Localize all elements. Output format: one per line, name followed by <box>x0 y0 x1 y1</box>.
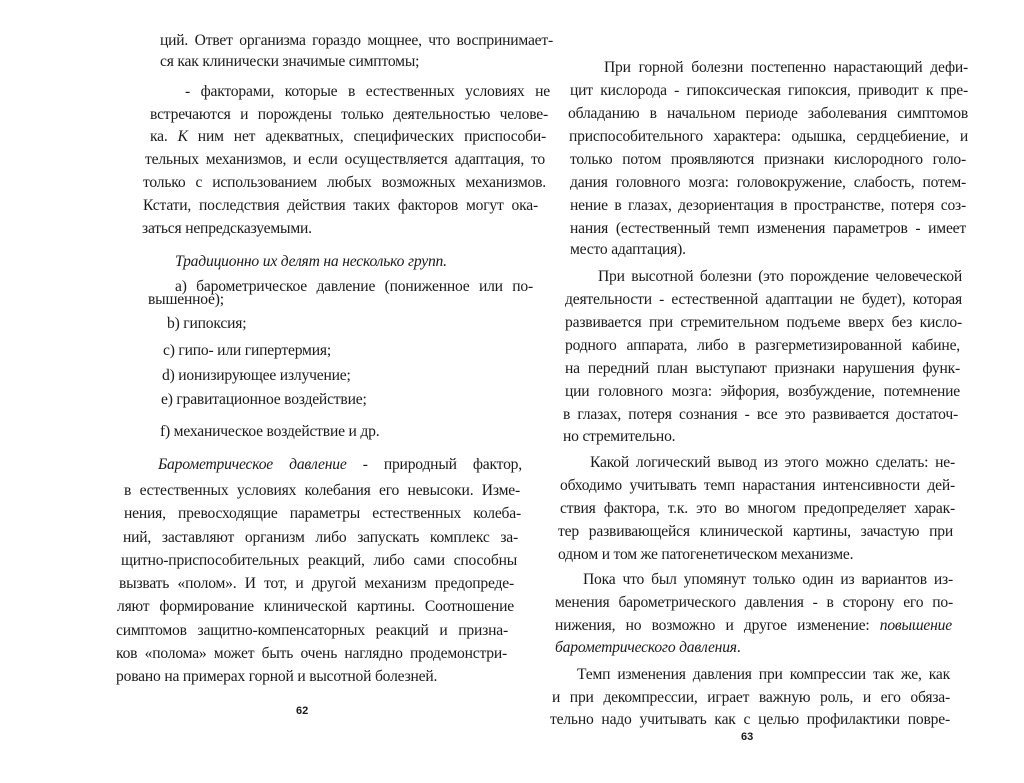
text-line <box>590 453 955 473</box>
text: ции головного мозга: эйфория, возбуждение, потемнение <box>565 383 960 400</box>
text-line <box>158 455 522 475</box>
text-line <box>555 593 953 613</box>
text-line <box>162 366 351 386</box>
text: тер развивающейся клинической картины, зачастую при <box>558 523 953 540</box>
text: При высотной болезни (это порождение человеческой <box>598 268 962 285</box>
text-line <box>123 528 518 548</box>
text: нение в глазах, дезориентация в пространстве, потеря соз- <box>570 197 966 214</box>
text: ний, заставляют организм либо запускать комплекс за- <box>123 529 518 546</box>
text-line <box>598 267 962 287</box>
text-line <box>552 688 950 708</box>
text-line <box>150 105 548 125</box>
text: симптомов защитно-компенсаторных реакций и призна- <box>116 622 508 639</box>
text: Какой логический вывод из этого можно сделать: не- <box>590 454 955 471</box>
text: вызвать «полом». И тот, и другой механизм предопреде- <box>119 575 514 592</box>
text-line <box>560 476 955 496</box>
text: менения барометрического давления - в сторону его по- <box>555 594 953 611</box>
text: Темп изменения давления при компрессии так же, как <box>577 666 950 683</box>
text: родного аппарата, либо в разгерметизированной кабине, <box>565 337 960 354</box>
text-line <box>142 219 312 239</box>
text-line <box>160 52 419 72</box>
text: и при декомпрессии, играет важную роль, и его обяза- <box>552 689 950 706</box>
text: Кстати, последствия действия таких факторов могут ока- <box>143 197 538 214</box>
text-line <box>570 173 966 193</box>
text: ляют формирование клинической картины. Соотношение <box>117 598 514 615</box>
text: При горной болезни постепенно нарастающий дефи- <box>604 59 968 76</box>
italic-text: К <box>177 128 188 145</box>
text: встречаются и порождены только деятельностью челове- <box>150 106 548 123</box>
text: b) гипоксия; <box>167 315 247 332</box>
right-page <box>540 0 1024 783</box>
text: в глазах, потеря сознания - все это развивается достаточ- <box>563 406 958 423</box>
text: - природный фактор, <box>346 456 522 473</box>
text-line <box>563 405 958 425</box>
text: нения, превосходящие параметры естественных колеба- <box>124 505 521 522</box>
text-line <box>570 81 968 101</box>
text: заться непредсказуемыми. <box>142 220 312 237</box>
text-line <box>143 196 538 216</box>
text-line <box>116 621 508 641</box>
text: цит кислорода - гипоксическая гипоксия, приводит к пре- <box>570 82 968 99</box>
text: ций. Ответ организма гораздо мощнее, что воспринимает- <box>160 32 553 49</box>
text-line <box>124 504 521 524</box>
text: е) гравитационное воздействие; <box>161 391 367 408</box>
italic-text: Барометрическое давление <box>158 456 347 473</box>
text-line <box>570 219 966 239</box>
text: . <box>736 639 741 656</box>
text-line <box>563 427 675 447</box>
text-line <box>175 277 533 297</box>
text-line <box>570 240 686 260</box>
text: на передний план выступают признаки нарушения функ- <box>565 360 960 377</box>
text: только потом проявляются признаки кислородного голо- <box>570 151 966 168</box>
text-line <box>121 551 517 571</box>
text: нания (естественный темп изменения параметров - имеет <box>570 220 966 237</box>
text-line <box>560 499 955 519</box>
text-line <box>583 570 953 590</box>
text-line <box>565 336 960 356</box>
text: ся как клинически значимые симптомы; <box>160 53 420 70</box>
text-line <box>565 313 962 333</box>
text: а) барометрическое давление (пониженное или по- <box>175 278 533 295</box>
text: дания головного мозга: головокружение, слабость, потем- <box>570 174 966 191</box>
text-line <box>148 290 224 310</box>
text-line <box>119 574 514 594</box>
text: место адаптация). <box>570 241 686 258</box>
text: приспособительного характера: одышка, сердцебиение, и <box>569 128 968 145</box>
text-line <box>185 82 550 102</box>
text-line <box>117 597 514 617</box>
text-line <box>569 127 968 147</box>
text-line <box>565 359 960 379</box>
text-line <box>160 422 379 442</box>
text: ровано на примерах горной и высотной болезней. <box>116 668 438 685</box>
text-line <box>577 665 950 685</box>
text: ков «полома» может быть очень наглядно продемонстри- <box>116 645 507 662</box>
text-line <box>550 710 950 730</box>
text: но стремительно. <box>563 428 676 445</box>
italic-text: повышение <box>879 617 952 634</box>
text-line <box>167 314 246 334</box>
text: деятельности - естественной адаптации не будет), которая <box>565 291 962 308</box>
text: ним нет адекватных, специфических приспособи- <box>187 128 546 145</box>
text-line <box>565 382 960 402</box>
text: Пока что был упомянут только один из вариантов из- <box>583 571 953 588</box>
text: одном и том же патогенетическом механизме. <box>558 546 854 563</box>
text: ствия фактора, т.к. это во многом предопределяет харак- <box>560 500 955 517</box>
text-line <box>175 252 447 272</box>
text-line <box>604 58 968 78</box>
page-number: 63 <box>741 731 754 743</box>
text-line <box>116 667 437 687</box>
text: щитно-приспособительных реакций, либо сами способны <box>121 552 517 569</box>
text-line <box>570 196 966 216</box>
text-line <box>555 638 741 658</box>
text-line <box>555 616 952 636</box>
italic-text: Традиционно их делят на несколько групп. <box>175 253 447 270</box>
text: - факторами, которые в естественных условиях не <box>185 83 550 100</box>
text: только с использованием любых возможных механизмов. <box>143 174 546 191</box>
text-line <box>143 173 546 193</box>
text-line <box>570 150 966 170</box>
text: f) механическое воздействие и др. <box>160 423 380 440</box>
text: с) гипо- или гипертермия; <box>163 342 331 359</box>
text-line <box>568 104 968 124</box>
text: тельных механизмов, и если осуществляется адаптация, то <box>145 151 545 168</box>
text: вышенное); <box>148 291 224 308</box>
text-line <box>145 150 545 170</box>
text-line <box>565 290 962 310</box>
page-number: 62 <box>296 705 309 717</box>
text: нижения, но возможно и другое изменение: <box>555 617 880 634</box>
text: тельно надо учитывать как с целью профилактики повре- <box>550 711 950 728</box>
text-line <box>160 31 553 51</box>
text-line <box>558 522 953 542</box>
text: ка. <box>150 128 178 145</box>
text: обладанию в начальном периоде заболевания симптомов <box>568 105 968 122</box>
text-line <box>163 341 331 361</box>
text: d) ионизирующее излучение; <box>162 367 351 384</box>
text-line <box>558 545 853 565</box>
text: обходимо учитывать темп нарастания интенсивности дей- <box>560 477 955 494</box>
text: в естественных условиях колебания его невысоки. Изме- <box>124 482 520 499</box>
italic-text: барометрического давления <box>555 639 737 656</box>
text-line <box>124 481 520 501</box>
text-line <box>161 390 367 410</box>
text: развивается при стремительном подъеме вверх без кисло- <box>565 314 962 331</box>
text-line <box>116 644 507 664</box>
text-line <box>150 127 546 147</box>
